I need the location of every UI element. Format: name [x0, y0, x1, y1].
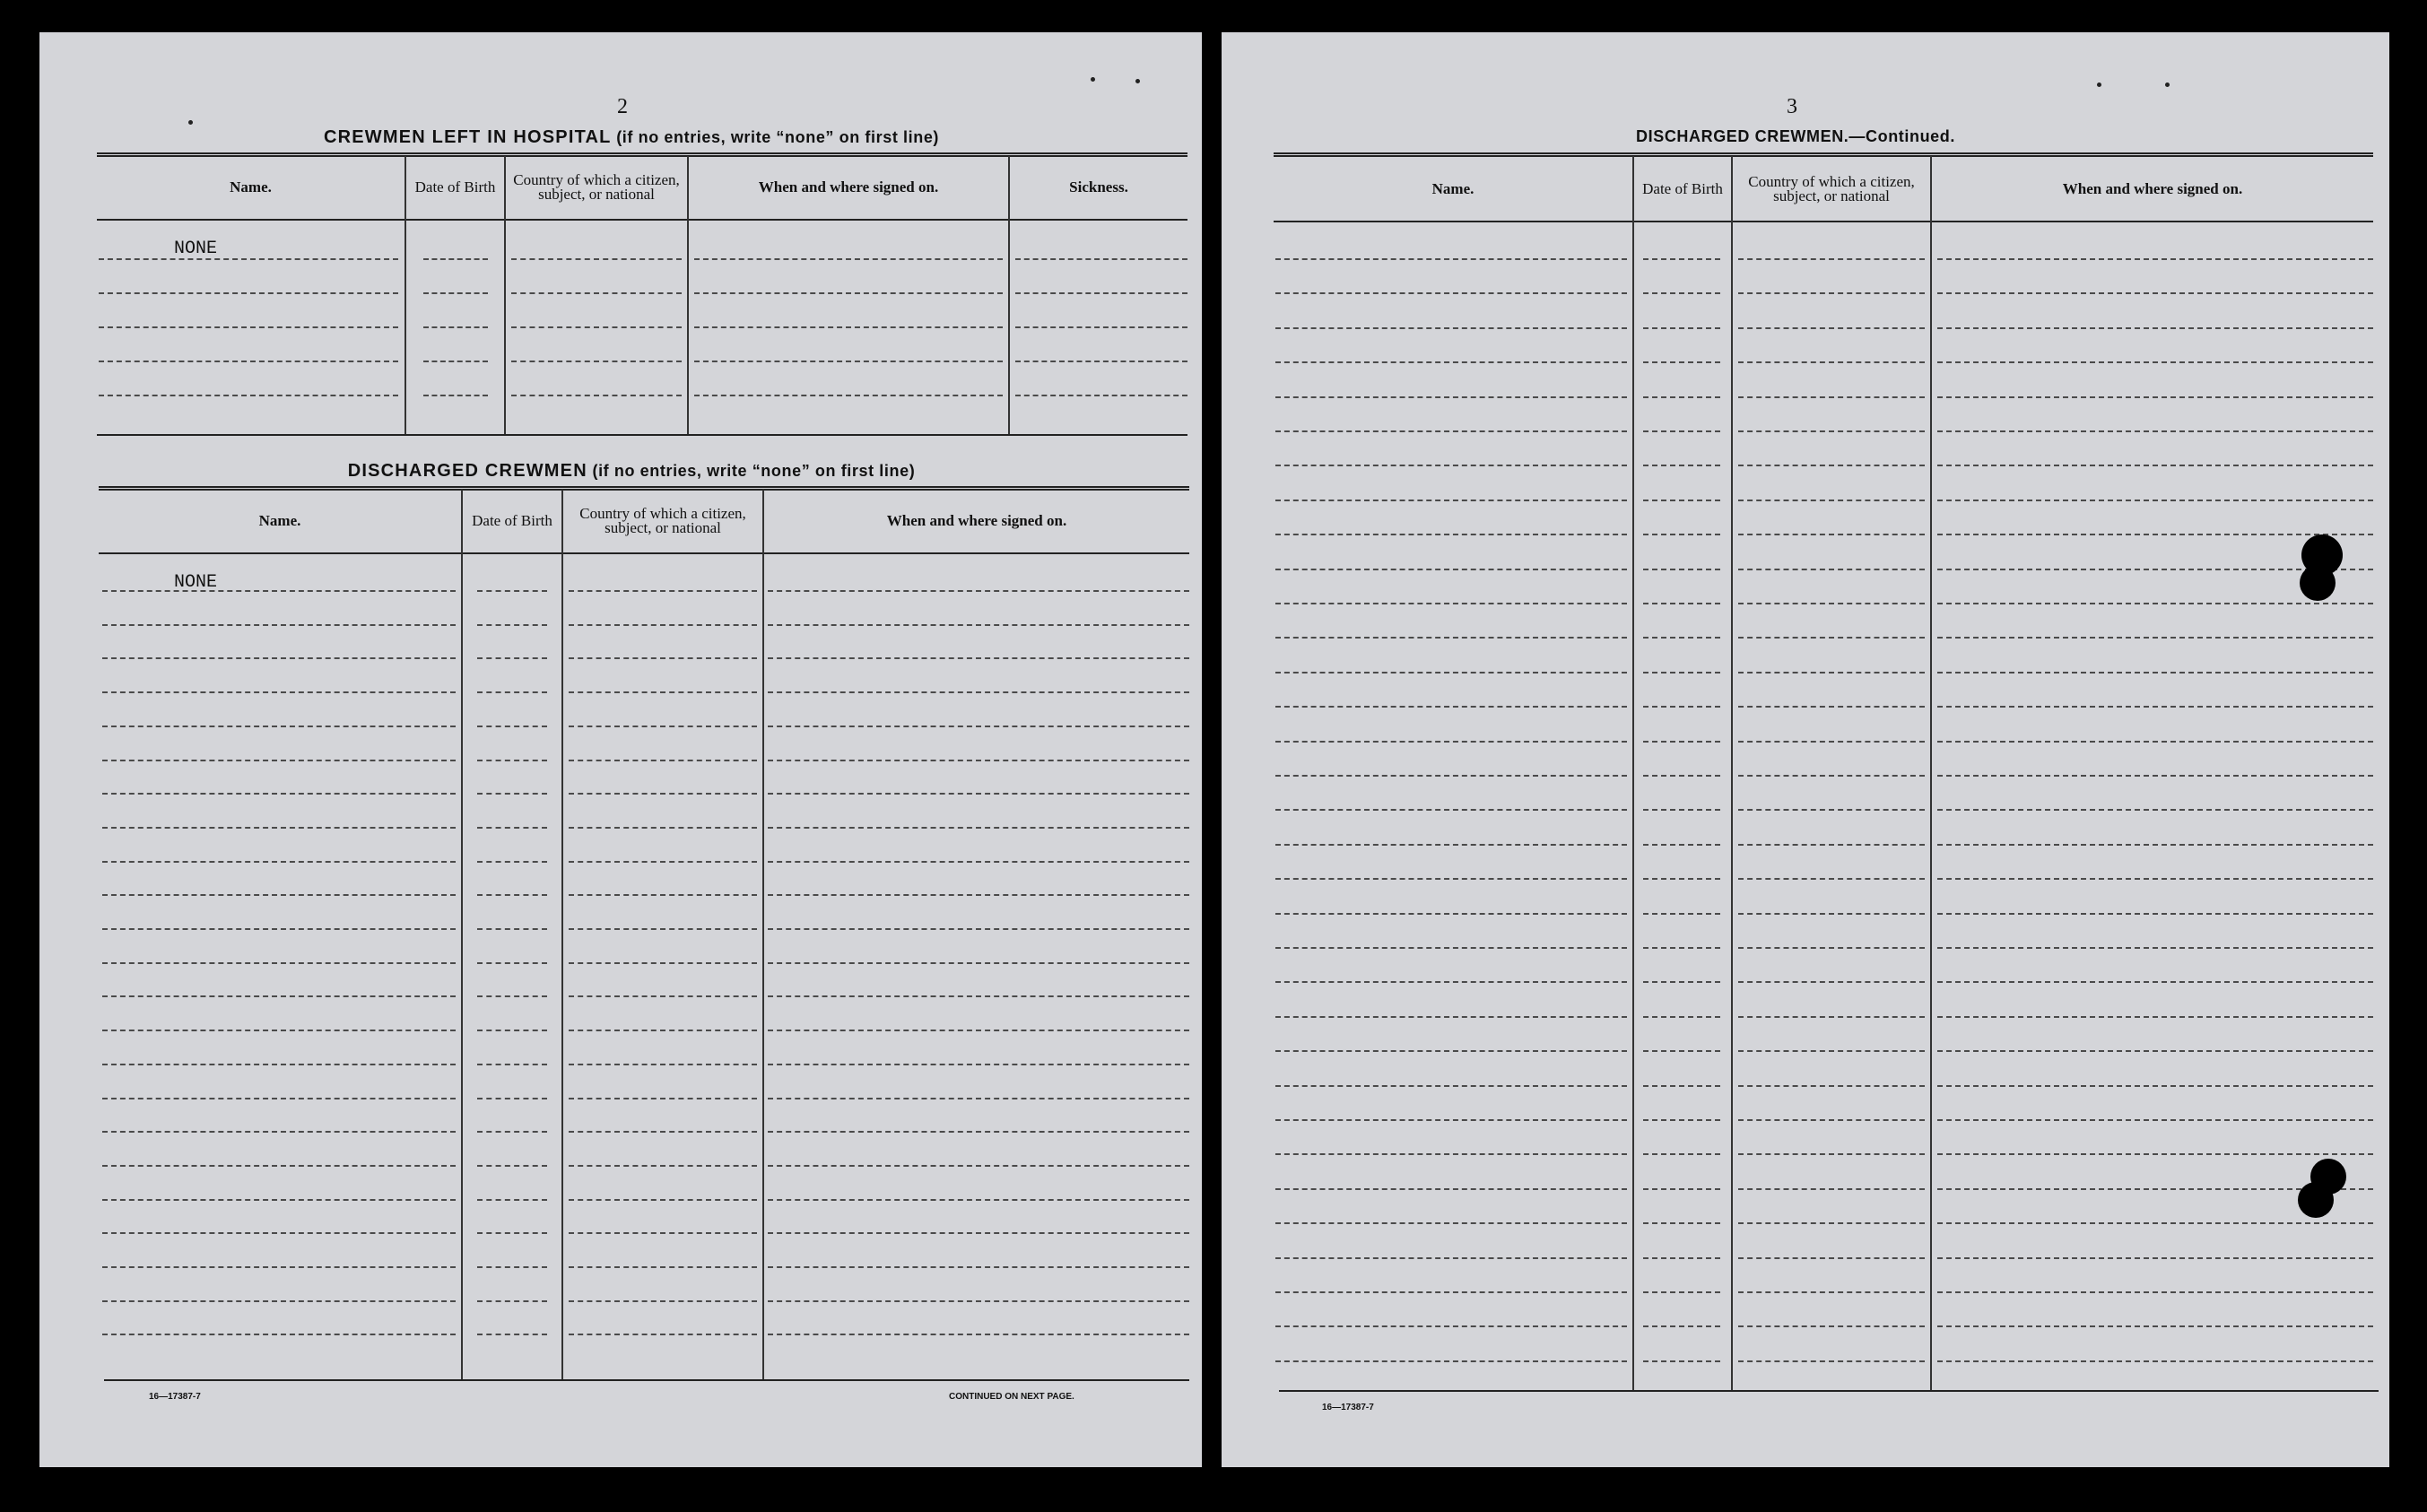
entry-line — [1275, 1222, 1627, 1224]
entry-line — [1275, 500, 1627, 501]
discharged-col-divider — [561, 490, 563, 1379]
entry-line — [1738, 500, 1925, 501]
hospital-header-country: Country of which a citizen, subject, or national — [513, 171, 680, 203]
entry-line — [768, 962, 1189, 964]
right-col-divider — [1930, 156, 1932, 1390]
entry-line — [1643, 637, 1720, 639]
hospital-header-sickness: Sickness. — [1069, 178, 1128, 196]
entry-line — [477, 1030, 547, 1031]
entry-line — [1643, 775, 1720, 777]
right-top-rule — [1274, 152, 2373, 157]
entry-line — [1275, 1085, 1627, 1087]
entry-line — [1275, 981, 1627, 983]
entry-line — [102, 928, 456, 930]
entry-line — [1643, 981, 1720, 983]
entry-line — [1643, 292, 1720, 294]
entry-line — [1937, 809, 2373, 811]
entry-line — [102, 793, 456, 795]
entry-line — [1643, 1257, 1720, 1259]
entry-line — [569, 1199, 757, 1201]
entry-line — [768, 726, 1189, 727]
entry-line — [768, 995, 1189, 997]
entry-line — [1738, 1291, 1925, 1293]
entry-line — [102, 1334, 456, 1335]
entry-line — [768, 1030, 1189, 1031]
entry-line — [99, 326, 398, 328]
right-page-title: DISCHARGED CREWMEN.—Continued. — [1636, 127, 1955, 145]
entry-line — [1738, 1360, 1925, 1362]
discharged-col-divider — [762, 490, 764, 1379]
discharged-section-title — [348, 461, 916, 482]
paper-speck — [1135, 79, 1140, 83]
entry-line — [1738, 981, 1925, 983]
entry-line — [1643, 947, 1720, 949]
entry-line — [1643, 1291, 1720, 1293]
entry-line — [102, 1232, 456, 1234]
hospital-bottom-rule — [97, 434, 1187, 436]
entry-line — [1937, 1085, 2373, 1087]
discharged-header-rule — [99, 552, 1189, 554]
entry-line — [1643, 913, 1720, 915]
entry-line — [102, 691, 456, 693]
page-number: 2 — [617, 95, 628, 118]
entry-line — [99, 292, 398, 294]
entry-line — [1937, 327, 2373, 329]
entry-line — [1275, 706, 1627, 708]
entry-line — [1937, 1291, 2373, 1293]
entry-line — [1015, 292, 1187, 294]
entry-line — [477, 1098, 547, 1099]
entry-line — [569, 726, 757, 727]
right-header-signed-on: When and where signed on. — [2062, 180, 2243, 197]
entry-line — [1738, 1085, 1925, 1087]
entry-line — [1275, 637, 1627, 639]
entry-line — [1275, 292, 1627, 294]
entry-line — [1937, 534, 2373, 535]
discharged-col-divider — [461, 490, 463, 1379]
entry-line — [768, 793, 1189, 795]
entry-line — [1738, 672, 1925, 673]
entry-line — [423, 395, 488, 396]
entry-line — [768, 691, 1189, 693]
entry-line — [477, 1165, 547, 1167]
entry-line — [1738, 430, 1925, 432]
entry-line — [1937, 465, 2373, 466]
entry-line — [99, 258, 398, 260]
entry-line — [1643, 430, 1720, 432]
entry-line — [1275, 327, 1627, 329]
entry-line — [477, 1199, 547, 1201]
entry-line — [1643, 327, 1720, 329]
entry-line — [1937, 603, 2373, 604]
entry-line — [1738, 1188, 1925, 1190]
entry-line — [477, 1131, 547, 1133]
entry-line — [511, 395, 682, 396]
entry-line — [1738, 534, 1925, 535]
entry-line — [1275, 1016, 1627, 1018]
discharged-top-rule — [99, 486, 1189, 491]
entry-line — [768, 590, 1189, 592]
entry-line — [1937, 258, 2373, 260]
right-bottom-rule — [1279, 1390, 2379, 1392]
discharged-title-note: (if no entries, write “none” on first line) — [592, 462, 916, 480]
entry-line — [768, 1300, 1189, 1302]
entry-line — [102, 1199, 456, 1201]
entry-line — [1738, 361, 1925, 363]
entry-line — [1275, 396, 1627, 398]
entry-line — [569, 1266, 757, 1268]
entry-line — [1738, 809, 1925, 811]
entry-line — [1275, 809, 1627, 811]
entry-line — [1738, 878, 1925, 880]
entry-line — [477, 1232, 547, 1234]
entry-line — [1937, 430, 2373, 432]
right-header-rule — [1274, 221, 2373, 222]
entry-line — [569, 1165, 757, 1167]
entry-line — [1275, 672, 1627, 673]
entry-line — [102, 590, 456, 592]
entry-line — [102, 1064, 456, 1065]
entry-line — [477, 827, 547, 829]
entry-line — [768, 1064, 1189, 1065]
entry-line — [1015, 326, 1187, 328]
entry-line — [102, 894, 456, 896]
entry-line — [1643, 396, 1720, 398]
entry-line — [477, 793, 547, 795]
entry-line — [477, 590, 547, 592]
form-number: 16—17387-7 — [1322, 1403, 1374, 1412]
entry-line — [1275, 1360, 1627, 1362]
entry-line — [1643, 603, 1720, 604]
entry-line — [1937, 913, 2373, 915]
right-header-name: Name. — [1431, 180, 1474, 197]
hospital-header-name: Name. — [230, 178, 272, 196]
entry-line — [569, 1064, 757, 1065]
entry-line — [768, 1232, 1189, 1234]
entry-line — [477, 1266, 547, 1268]
entry-line — [1738, 1016, 1925, 1018]
discharged-header-country: Country of which a citizen, subject, or national — [579, 505, 746, 536]
entry-line — [102, 861, 456, 863]
hospital-section-title — [324, 127, 939, 148]
entry-line — [1275, 1188, 1627, 1190]
punch-hole — [2300, 565, 2336, 601]
entry-line — [1643, 465, 1720, 466]
entry-line — [477, 624, 547, 626]
entry-line — [1275, 878, 1627, 880]
entry-line — [1738, 913, 1925, 915]
right-header-date-of-birth: Date of Birth — [1642, 180, 1723, 197]
entry-line — [477, 1300, 547, 1302]
entry-line — [768, 1266, 1189, 1268]
entry-line — [1275, 844, 1627, 846]
entry-line — [1738, 327, 1925, 329]
entry-line — [1738, 637, 1925, 639]
entry-line — [569, 861, 757, 863]
punch-hole — [2298, 1182, 2334, 1218]
entry-line — [768, 827, 1189, 829]
entry-line — [1738, 741, 1925, 743]
entry-line — [102, 1098, 456, 1099]
hospital-title-note: (if no entries, write “none” on first line) — [616, 128, 940, 146]
right-col-divider — [1632, 156, 1634, 1390]
entry-line — [102, 1266, 456, 1268]
entry-line — [768, 1334, 1189, 1335]
entry-line — [477, 726, 547, 727]
entry-line — [1643, 1016, 1720, 1018]
entry-line — [1937, 292, 2373, 294]
entry-line — [102, 1030, 456, 1031]
entry-line — [1738, 292, 1925, 294]
entry-line — [569, 1300, 757, 1302]
entry-line — [1937, 741, 2373, 743]
entry-line — [569, 1334, 757, 1335]
hospital-title-main: CREWMEN LEFT IN HOSPITAL — [323, 127, 612, 147]
paper-speck — [2097, 83, 2101, 87]
entry-line — [511, 361, 682, 362]
entry-line — [477, 928, 547, 930]
discharged-bottom-rule — [104, 1379, 1189, 1381]
entry-line — [1738, 1257, 1925, 1259]
entry-line — [768, 657, 1189, 659]
entry-line — [569, 827, 757, 829]
entry-line — [569, 1098, 757, 1099]
entry-line — [99, 361, 398, 362]
entry-line — [102, 1165, 456, 1167]
discharged-header-date-of-birth: Date of Birth — [472, 512, 552, 529]
entry-line — [1275, 465, 1627, 466]
hospital-header-rule — [97, 219, 1187, 221]
entry-line — [569, 590, 757, 592]
entry-line — [1643, 706, 1720, 708]
entry-line — [569, 894, 757, 896]
right-col-divider — [1731, 156, 1733, 1390]
entry-line — [1937, 1325, 2373, 1327]
entry-line — [1937, 1016, 2373, 1018]
entry-line — [569, 624, 757, 626]
entry-line — [477, 995, 547, 997]
entry-line — [1275, 1291, 1627, 1293]
entry-line — [768, 624, 1189, 626]
entry-line — [768, 861, 1189, 863]
entry-line — [102, 827, 456, 829]
entry-line — [1738, 396, 1925, 398]
entry-line — [569, 793, 757, 795]
entry-line — [1937, 1222, 2373, 1224]
entry-line — [1937, 672, 2373, 673]
entry-line — [1643, 1153, 1720, 1155]
entry-line — [569, 691, 757, 693]
entry-line — [1643, 1325, 1720, 1327]
paper-speck — [1091, 77, 1095, 82]
entry-line — [694, 361, 1003, 362]
entry-line — [768, 1131, 1189, 1133]
entry-line — [477, 1334, 547, 1335]
entry-line — [1738, 258, 1925, 260]
entry-line — [768, 760, 1189, 761]
entry-line — [102, 995, 456, 997]
entry-line — [1275, 913, 1627, 915]
discharged-header-name: Name. — [258, 512, 301, 529]
entry-line — [569, 1232, 757, 1234]
entry-line — [1275, 947, 1627, 949]
entry-line — [1738, 1222, 1925, 1224]
entry-line — [569, 1030, 757, 1031]
entry-line — [1275, 534, 1627, 535]
entry-line — [477, 760, 547, 761]
hospital-header-date-of-birth: Date of Birth — [414, 178, 496, 196]
entry-line — [1937, 396, 2373, 398]
entry-line — [477, 894, 547, 896]
entry-line — [1643, 1188, 1720, 1190]
entry-line — [102, 962, 456, 964]
entry-line — [477, 1064, 547, 1065]
hospital-header-signed-on: When and where signed on. — [758, 178, 939, 196]
entry-line — [1937, 1360, 2373, 1362]
entry-line — [1643, 809, 1720, 811]
entry-line — [1738, 603, 1925, 604]
entry-line — [569, 962, 757, 964]
entry-line — [1738, 569, 1925, 570]
entry-line — [1937, 775, 2373, 777]
paper-speck — [2165, 83, 2170, 87]
entry-line — [1937, 706, 2373, 708]
entry-line — [1738, 1153, 1925, 1155]
right-page — [1222, 32, 2389, 1467]
entry-line — [1275, 775, 1627, 777]
entry-line — [1275, 430, 1627, 432]
entry-line — [1643, 844, 1720, 846]
entry-line — [423, 258, 488, 260]
entry-line — [1643, 569, 1720, 570]
entry-line — [477, 861, 547, 863]
entry-line — [694, 292, 1003, 294]
hospital-first-entry: NONE — [174, 239, 218, 259]
entry-line — [1738, 844, 1925, 846]
entry-line — [1937, 1153, 2373, 1155]
entry-line — [511, 326, 682, 328]
discharged-header-signed-on: When and where signed on. — [886, 512, 1067, 529]
entry-line — [569, 928, 757, 930]
entry-line — [694, 395, 1003, 396]
entry-line — [423, 326, 488, 328]
entry-line — [569, 995, 757, 997]
entry-line — [694, 326, 1003, 328]
entry-line — [1643, 878, 1720, 880]
entry-line — [1643, 1119, 1720, 1121]
entry-line — [768, 894, 1189, 896]
entry-line — [102, 760, 456, 761]
entry-line — [477, 962, 547, 964]
entry-line — [1738, 1119, 1925, 1121]
entry-line — [1643, 1360, 1720, 1362]
entry-line — [102, 726, 456, 727]
entry-line — [1015, 361, 1187, 362]
entry-line — [768, 1165, 1189, 1167]
form-number: 16—17387-7 — [149, 1392, 201, 1402]
entry-line — [1738, 1050, 1925, 1052]
entry-line — [1643, 1222, 1720, 1224]
entry-line — [423, 292, 488, 294]
hospital-top-rule — [97, 152, 1187, 157]
entry-line — [1937, 1050, 2373, 1052]
entry-line — [1937, 1119, 2373, 1121]
entry-line — [1643, 500, 1720, 501]
entry-line — [511, 258, 682, 260]
entry-line — [1015, 395, 1187, 396]
entry-line — [1275, 361, 1627, 363]
entry-line — [477, 657, 547, 659]
entry-line — [1937, 1257, 2373, 1259]
entry-line — [1738, 947, 1925, 949]
entry-line — [102, 1300, 456, 1302]
entry-line — [1275, 258, 1627, 260]
right-header-country: Country of which a citizen, subject, or national — [1748, 173, 1915, 204]
entry-line — [768, 1199, 1189, 1201]
entry-line — [1937, 500, 2373, 501]
entry-line — [1015, 258, 1187, 260]
entry-line — [99, 395, 398, 396]
entry-line — [1738, 1325, 1925, 1327]
entry-line — [569, 1131, 757, 1133]
entry-line — [1643, 534, 1720, 535]
entry-line — [102, 624, 456, 626]
entry-line — [1643, 258, 1720, 260]
continued-note: CONTINUED ON NEXT PAGE. — [949, 1392, 1074, 1402]
entry-line — [1937, 878, 2373, 880]
entry-line — [1643, 1050, 1720, 1052]
entry-line — [511, 292, 682, 294]
entry-line — [1937, 981, 2373, 983]
entry-line — [1643, 1085, 1720, 1087]
entry-line — [1275, 603, 1627, 604]
entry-line — [477, 691, 547, 693]
entry-line — [1937, 637, 2373, 639]
paper-speck — [188, 120, 193, 125]
discharged-title-main: DISCHARGED CREWMEN — [347, 461, 587, 481]
entry-line — [768, 928, 1189, 930]
entry-line — [1643, 672, 1720, 673]
entry-line — [102, 1131, 456, 1133]
entry-line — [1937, 947, 2373, 949]
entry-line — [1937, 844, 2373, 846]
entry-line — [569, 657, 757, 659]
left-page — [39, 32, 1202, 1467]
entry-line — [1275, 1257, 1627, 1259]
entry-line — [1738, 465, 1925, 466]
entry-line — [1738, 775, 1925, 777]
entry-line — [768, 1098, 1189, 1099]
entry-line — [569, 760, 757, 761]
discharged-first-entry: NONE — [174, 572, 218, 593]
entry-line — [1643, 361, 1720, 363]
entry-line — [102, 657, 456, 659]
entry-line — [1275, 1050, 1627, 1052]
entry-line — [1275, 569, 1627, 570]
entry-line — [694, 258, 1003, 260]
entry-line — [1937, 361, 2373, 363]
entry-line — [1275, 1119, 1627, 1121]
entry-line — [1643, 741, 1720, 743]
entry-line — [1275, 1153, 1627, 1155]
entry-line — [1275, 741, 1627, 743]
entry-line — [1275, 1325, 1627, 1327]
entry-line — [1738, 706, 1925, 708]
entry-line — [423, 361, 488, 362]
page-number: 3 — [1787, 95, 1797, 118]
